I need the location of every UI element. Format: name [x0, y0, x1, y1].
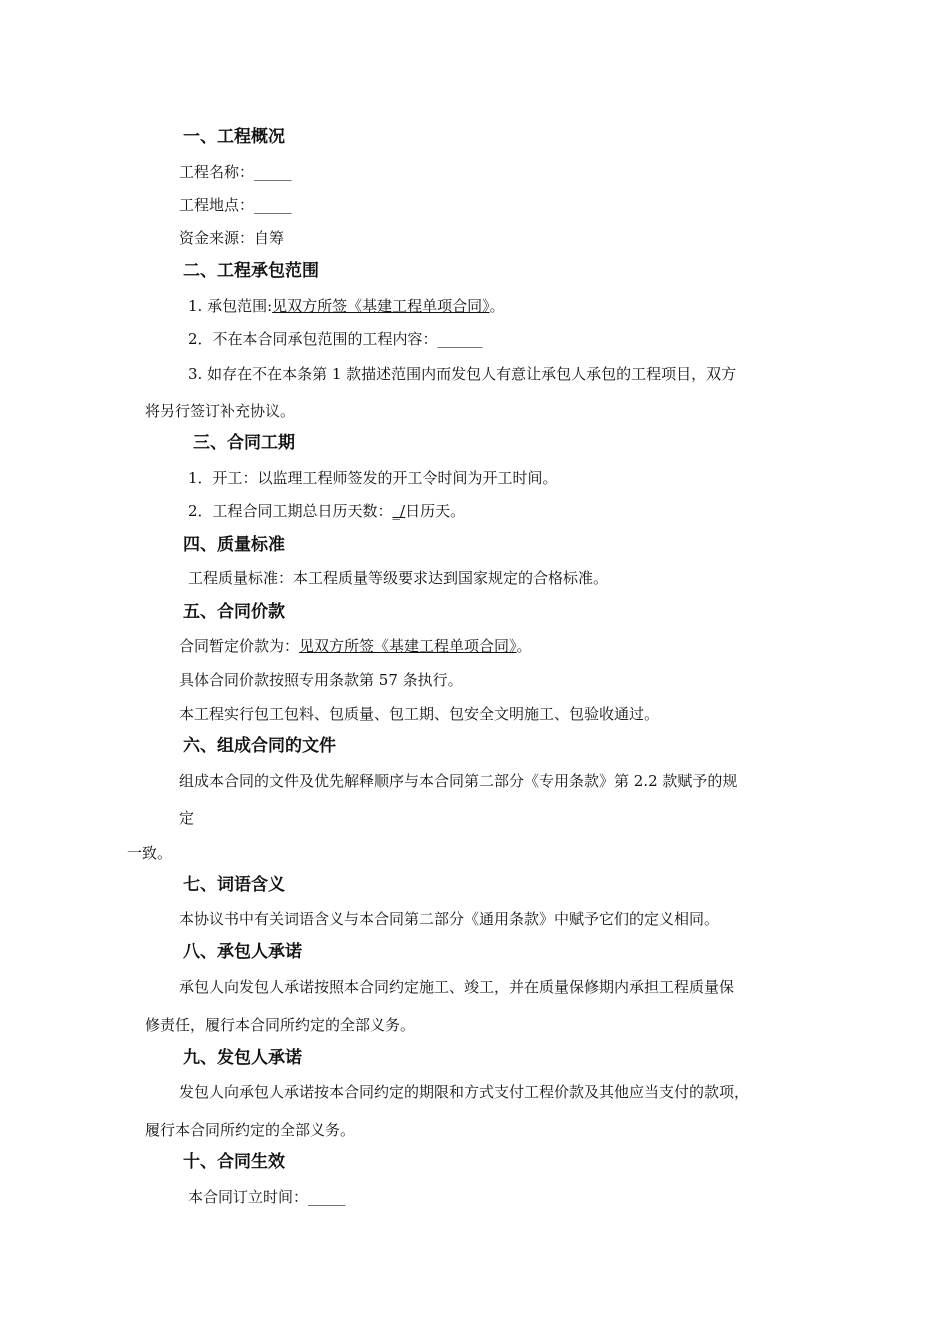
scope-item-3-line-1: 3. 如存在不在本条第 1 款描述范围内而发包人有意让承包人承包的工程项目，双方 [188, 365, 737, 383]
schedule-item-2 [188, 501, 465, 521]
scope-item-1-end: 。 [489, 297, 505, 315]
schedule-item-2-days: _/ [392, 502, 406, 520]
section-heading-8: 八、承包人承诺 [183, 942, 302, 962]
employer-promise-line-2: 履行本合同所约定的全部义务。 [145, 1121, 356, 1139]
section-heading-4: 四、质量标准 [183, 535, 285, 555]
signing-date-line: 本合同订立时间：_____ [188, 1188, 346, 1206]
project-name-value: _____ [254, 163, 292, 181]
scope-item-1 [188, 296, 505, 316]
price-line-1 [179, 636, 532, 656]
funds-source-value: 自筹 [254, 229, 285, 247]
funds-source-line [179, 228, 284, 248]
project-site-line [179, 195, 292, 215]
section-heading-7: 七、词语含义 [183, 875, 285, 895]
price-line-3: 本工程实行包工包料、包质量、包工期、包安全文明施工、包验收通过。 [179, 705, 660, 723]
price-line-1-reference: 见双方所签《基建工程单项合同》 [299, 637, 517, 655]
contractor-promise-line-1: 承包人向发包人承诺按照本合同约定施工、竣工，并在质量保修期内承担工程质量保 [179, 978, 735, 996]
funds-source-label: 资金来源： [179, 229, 255, 247]
documents-line-2: 定 [179, 809, 195, 827]
project-site-label: 工程地点： [179, 196, 255, 214]
scope-item-1-prefix: 1. 承包范围: [188, 297, 273, 315]
section-heading-3: 三、合同工期 [193, 433, 295, 453]
price-line-1-prefix: 合同暂定价款为： [179, 637, 300, 655]
section-heading-9: 九、发包人承诺 [183, 1048, 302, 1068]
project-name-line [179, 162, 292, 182]
section-heading-5: 五、合同价款 [183, 602, 285, 622]
project-site-value: _____ [254, 196, 292, 214]
section-heading-2: 二、工程承包范围 [183, 261, 319, 281]
price-line-2: 具体合同价款按照专用条款第 57 条执行。 [179, 671, 463, 689]
section-heading-1: 一、工程概况 [183, 127, 285, 147]
price-line-1-end: 。 [516, 637, 532, 655]
scope-item-1-reference: 见双方所签《基建工程单项合同》 [272, 297, 490, 315]
documents-line-3: 一致。 [127, 844, 173, 862]
section-heading-10: 十、合同生效 [183, 1152, 285, 1172]
schedule-item-2-suffix: 日历天。 [405, 502, 466, 520]
scope-item-3-line-2: 将另行签订补充协议。 [145, 402, 296, 420]
schedule-item-1: 1．开工：以监理工程师签发的开工令时间为开工时间。 [188, 469, 558, 487]
quality-standard-text: 工程质量标准：本工程质量等级要求达到国家规定的合格标准。 [188, 569, 609, 587]
scope-item-2: 2．不在本合同承包范围的工程内容：______ [188, 330, 483, 348]
schedule-item-2-prefix: 2．工程合同工期总日历天数： [188, 502, 393, 520]
documents-line-1: 组成本合同的文件及优先解释顺序与本合同第二部分《专用条款》第 2.2 款赋予的规 [179, 772, 738, 790]
employer-promise-line-1: 发包人向承包人承诺按本合同约定的期限和方式支付工程价款及其他应当支付的款项， [179, 1083, 750, 1101]
section-heading-6: 六、组成合同的文件 [183, 736, 336, 756]
project-name-label: 工程名称： [179, 163, 255, 181]
terms-text: 本协议书中有关词语含义与本合同第二部分《通用条款》中赋予它们的定义相同。 [179, 910, 720, 928]
contractor-promise-line-2: 修责任，履行本合同所约定的全部义务。 [145, 1016, 416, 1034]
